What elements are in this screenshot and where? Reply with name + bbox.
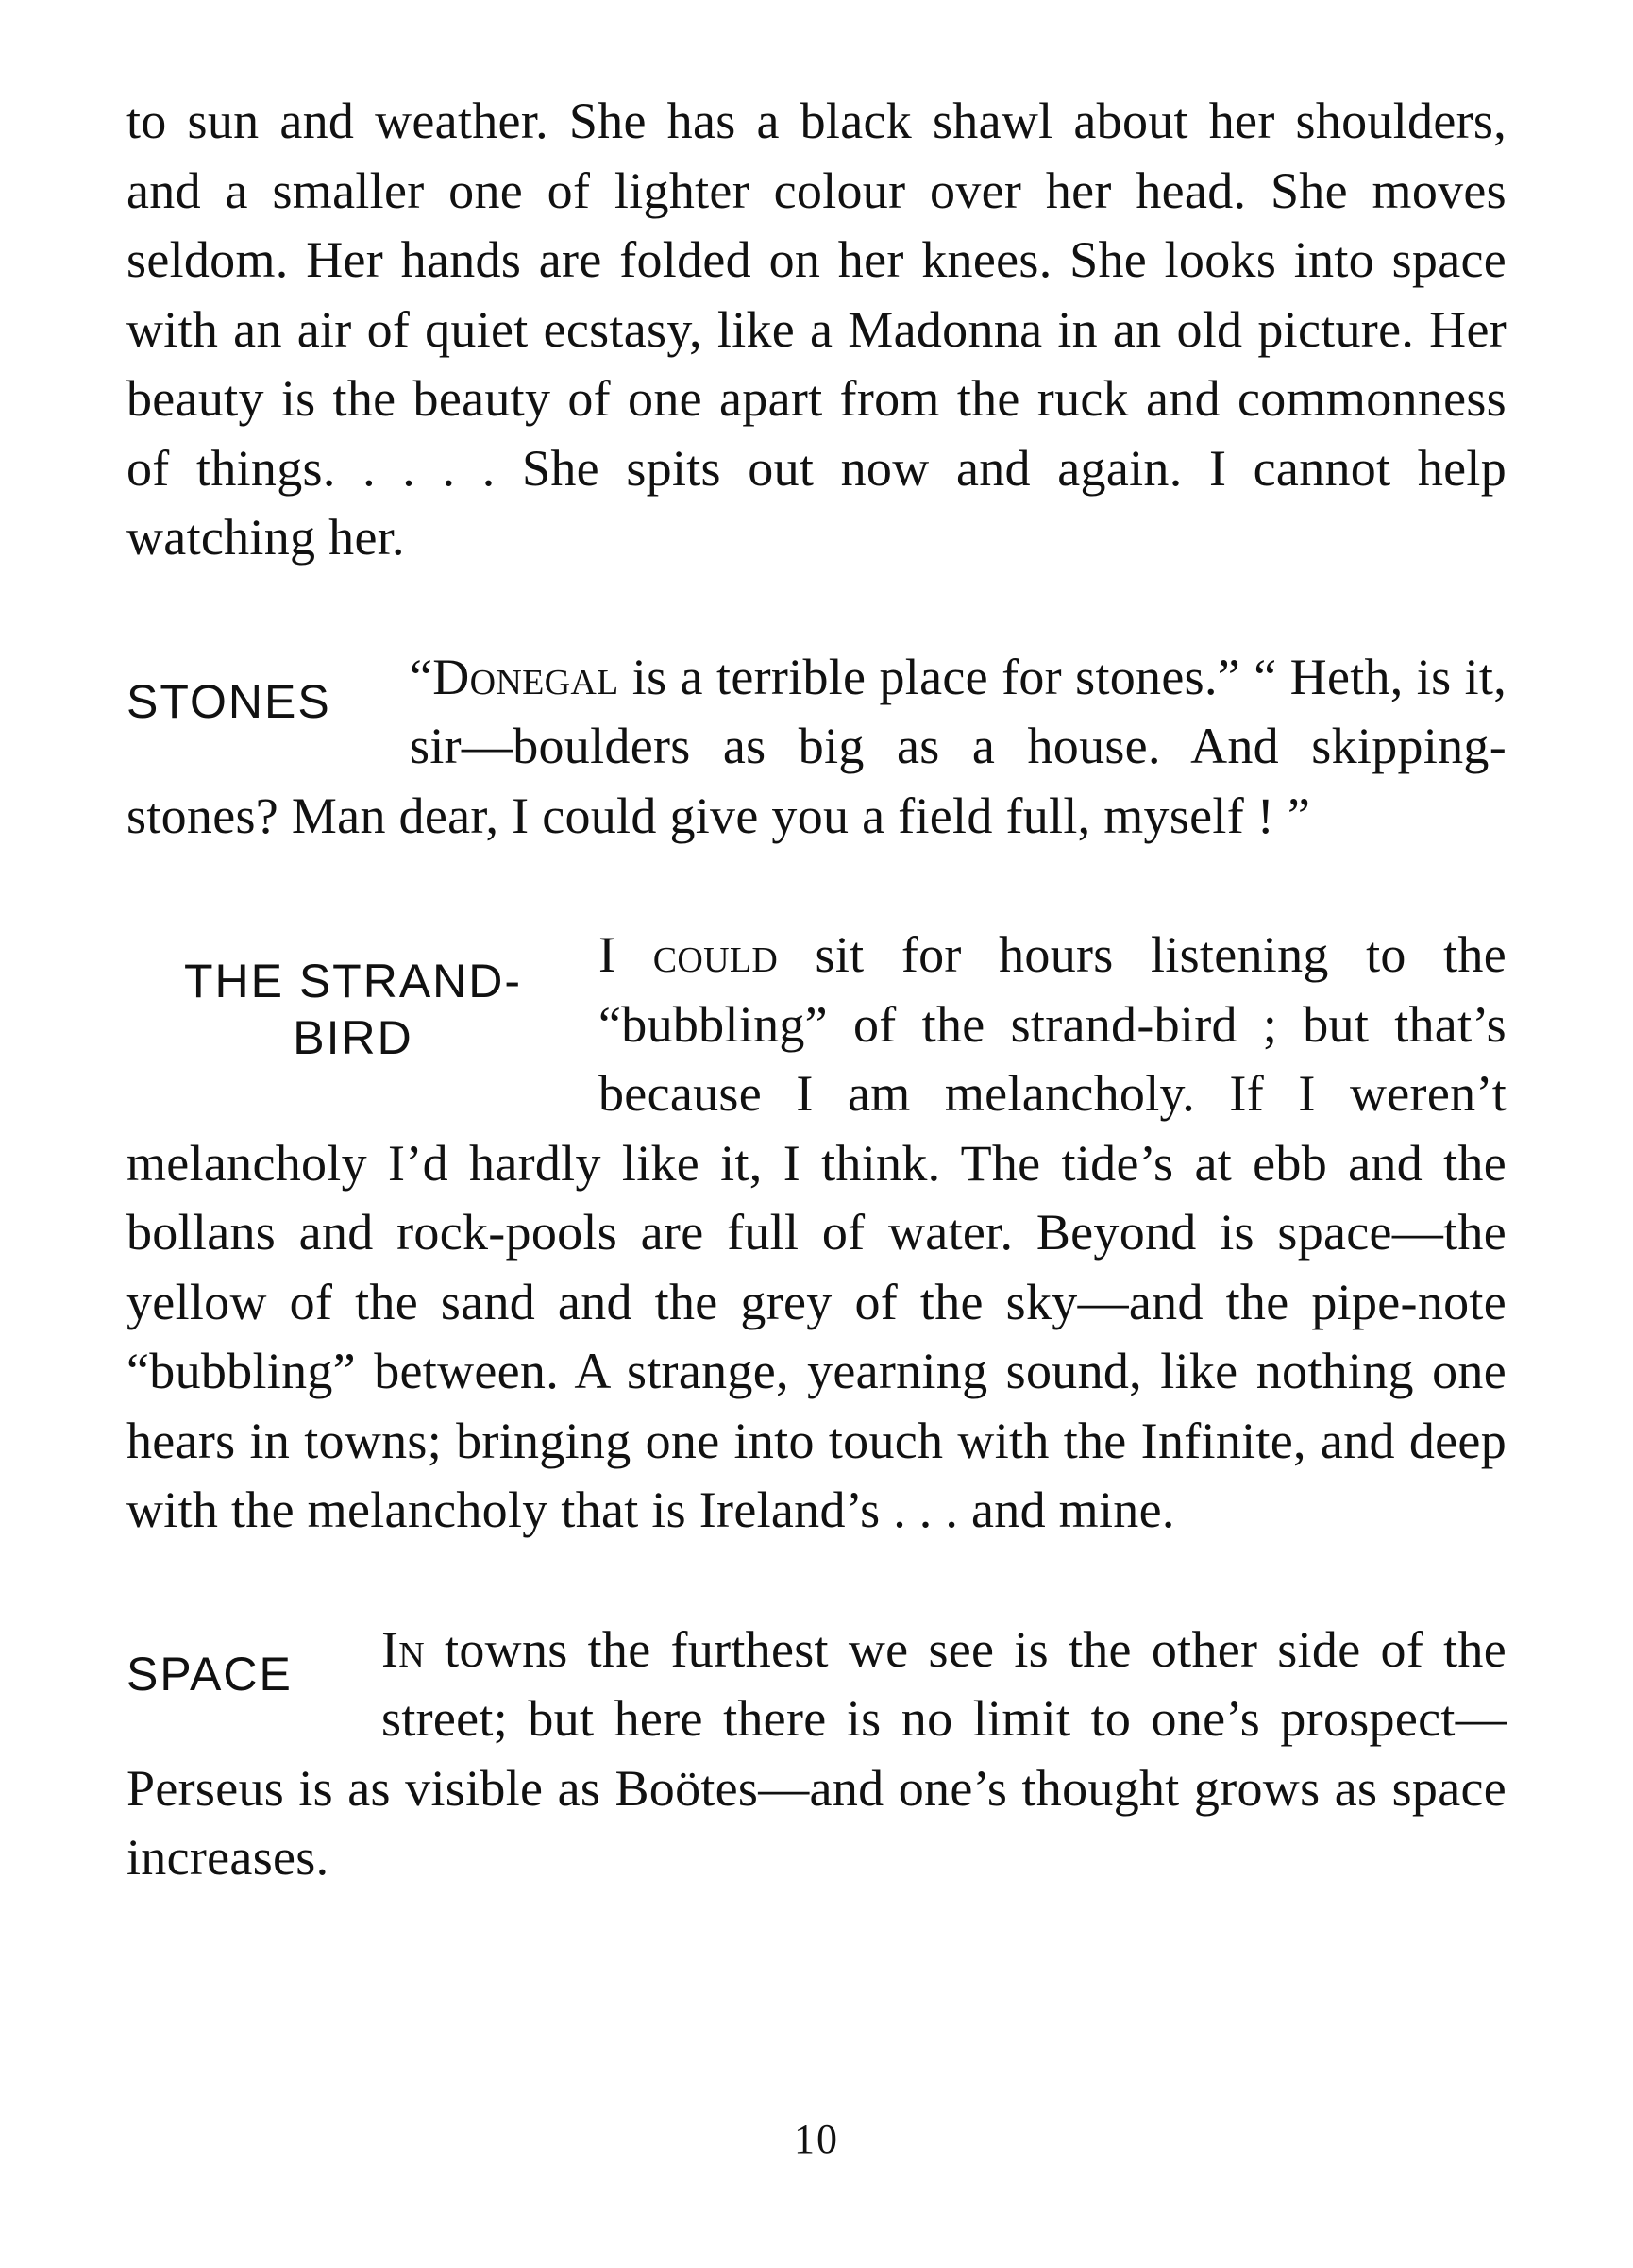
- section-body-text: is a terrible place for stones.” “ Heth, is it, sir—boulders as big as a house. And skipping-stones? Man dear, I could give you a field full, myself ! ”: [126, 648, 1507, 844]
- side-heading-line: BIRD: [293, 1011, 413, 1064]
- lead-initial: I: [598, 926, 653, 983]
- lead-initial: I: [381, 1620, 399, 1678]
- section-space: [126, 1616, 1507, 1893]
- section-body-text: towns the furthest we see is the other side of the street; but here there is no limit to one’s prospect—Perseus is as visible as Boötes—and one’s thought grows as space increases.: [126, 1620, 1507, 1886]
- section-body-text: sit for hours listening to the “bubbling” of the strand-bird ; but that’s because I am melancholy. If I weren’t melancholy I’d hardly like it, I think. The tide’s at ebb and the bollans and rock-pools are full of water. Beyond is space—the yellow of the sand and the grey of the sky—and the pipe-note “bubbling” between. A strange, yearning sound, like nothing one hears in towns; bringing one into touch with the Infinite, and deep with the melancholy that is Ireland’s . . . and mine.: [126, 926, 1507, 1538]
- lead-word: Donegal: [432, 648, 619, 705]
- lead-word: n: [398, 1620, 426, 1678]
- paragraph-text: to sun and weather. She has a black shawl about her shoulders, and a smaller one of lighter colour over her head. She moves seldom. Her hands are folded on her knees. She looks into space with an air of quiet ecstasy, like a Madonna in an old picture. Her beauty is the beauty of one apart from the ruck and commonness of things. . . . . She spits out now and again. I cannot help watching her.: [126, 93, 1507, 566]
- side-heading-strand-bird: [126, 921, 598, 1066]
- book-page: [126, 87, 1507, 1893]
- section-strand-bird: [126, 921, 1507, 1546]
- side-heading-space: [126, 1616, 381, 1702]
- side-heading-line: THE STRAND-: [183, 955, 523, 1007]
- side-heading-text: STONES: [126, 674, 331, 728]
- open-quote: “: [410, 648, 433, 705]
- side-heading-text: SPACE: [126, 1647, 293, 1701]
- side-heading-stones: [126, 643, 410, 730]
- lead-word: could: [652, 926, 779, 983]
- paragraph-old-woman: [126, 87, 1507, 573]
- section-stones: [126, 643, 1507, 852]
- page-number: 10: [794, 2116, 839, 2162]
